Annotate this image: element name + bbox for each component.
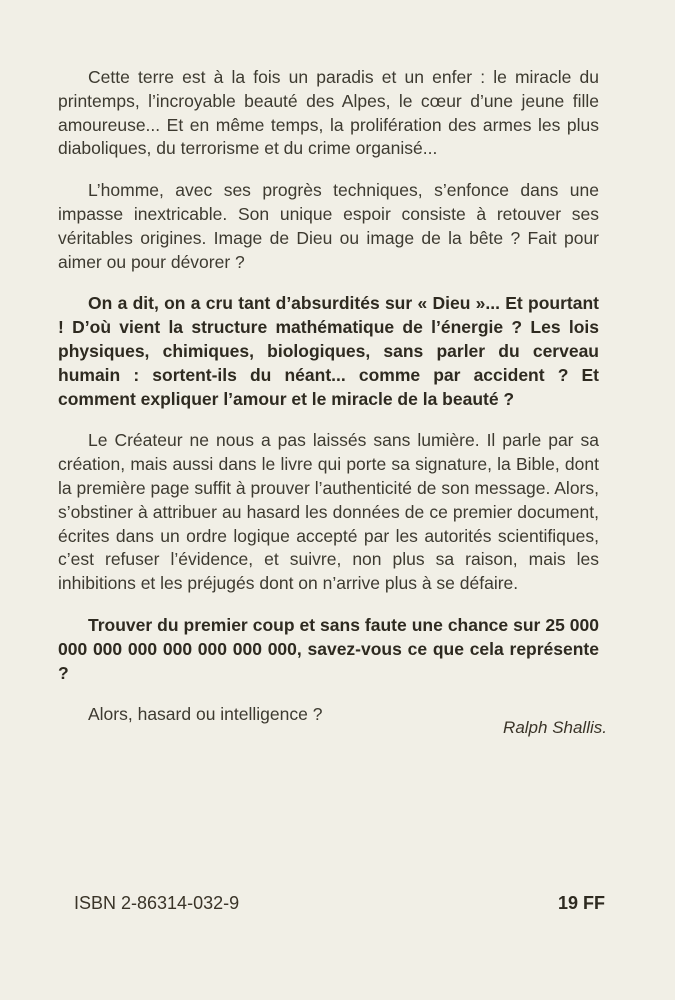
- paragraph-chance: Trouver du premier coup et sans faute une chance sur 25 000 000 000 000 000 000 000 000, savez-vous ce que cela représente ?: [58, 614, 599, 683]
- paragraph-man: L’homme, avec ses progrès techniques, s’enfonce dans une impasse inextricable. Son unique espoir consiste à retouver ses véritables origines. Image de Dieu ou image de la bête ? Fait pour aimer ou pour dévorer ?: [58, 180, 599, 272]
- paragraph-creator: Le Créateur ne nous a pas laissés sans lumière. Il parle par sa création, mais aussi dans le livre qui porte sa signature, la Bible, dont la première page suffit à prouver l’authenticité de son message. Alors, s’obstiner à attribuer au hasard les données de ce premier document, écrites dans un ordre logique accepté par les autorités scientifiques, c’est refuser l’évidence, et suivre, non plus sa raison, mais les inhibitions et les préjugés dont on n’arrive plus à se défaire.: [58, 430, 599, 594]
- blurb-text: [58, 66, 599, 745]
- paragraph-earth: Cette terre est à la fois un paradis et un enfer : le miracle du printemps, l’incroyable beauté des Alpes, le cœur d’une jeune fille amoureuse... Et en même temps, la prolifération des armes les plus diaboliques, du terrorisme et du crime organisé...: [58, 67, 599, 159]
- paragraph-god: On a dit, on a cru tant d’absurdités sur « Dieu »... Et pourtant ! D’où vient la structure mathématique de l’énergie ? Les lois physiques, chimiques, biologiques, sans parler du cerveau humain : sortent-ils du néant... comme par accident ? Et comment expliquer l’amour et le miracle de la beauté ?: [58, 293, 599, 409]
- paragraph-question: Alors, hasard ou intelligence ?: [88, 704, 323, 725]
- author-signature: Ralph Shallis.: [503, 718, 607, 737]
- price-label: 19 FF: [557, 893, 605, 913]
- isbn-number: ISBN 2-86314-032-9: [74, 893, 240, 913]
